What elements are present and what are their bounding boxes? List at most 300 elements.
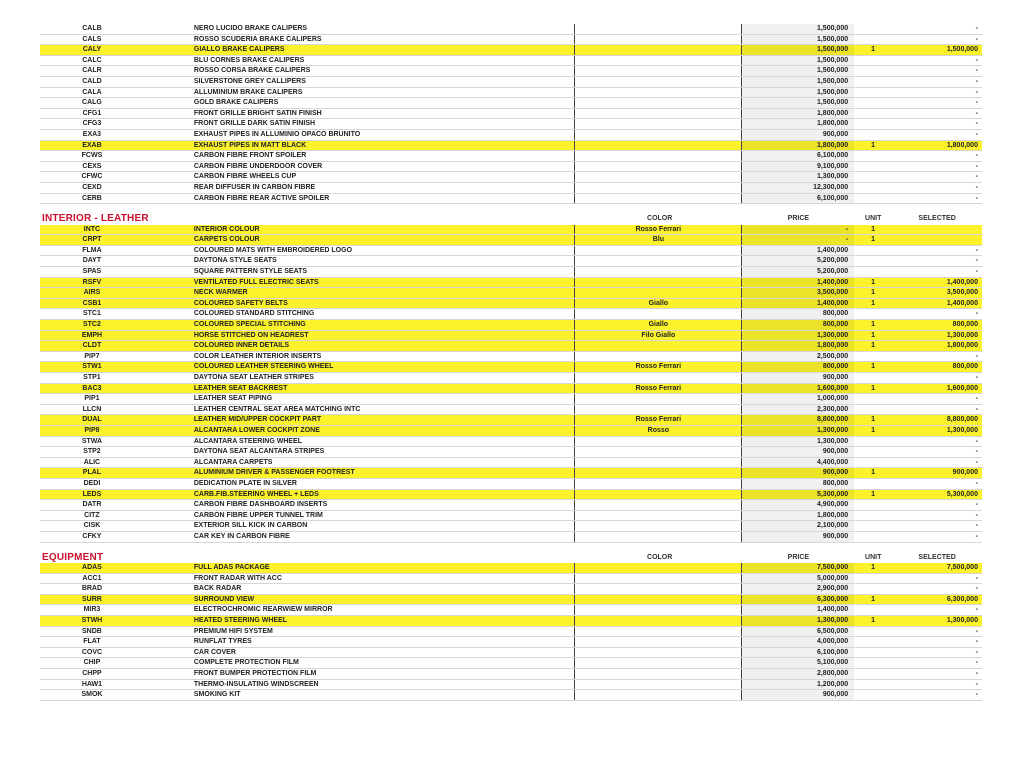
option-selected-total: 1,500,000 (946, 46, 978, 54)
header-selected: SELECTED (918, 215, 956, 223)
option-selected-total: - (975, 352, 978, 360)
table-row (40, 98, 982, 109)
option-unit (854, 584, 892, 594)
option-selected-total: - (975, 257, 978, 265)
option-color: Blu (575, 235, 742, 245)
option-color (575, 648, 742, 658)
table-row (40, 299, 982, 310)
option-code: CFG3 (82, 120, 102, 128)
option-price: 1,500,000 (742, 56, 854, 66)
option-code: PIP1 (84, 395, 100, 403)
option-unit (854, 194, 892, 204)
option-selected-total: 8,800,000 (946, 416, 978, 424)
option-description: ALCANTARA CARPETS (144, 458, 576, 468)
option-code: DATR (82, 501, 102, 509)
option-unit (854, 521, 892, 531)
option-unit: 1 (871, 384, 876, 392)
option-code: SPAS (82, 268, 102, 276)
option-color (575, 256, 742, 266)
option-code: FCWS (81, 152, 103, 160)
option-description: FULL ADAS PACKAGE (144, 563, 576, 573)
option-description: ELECTROCHROMIC REARWIEW MIRROR (144, 605, 576, 615)
table-row (40, 119, 982, 130)
option-price: 2,300,000 (742, 405, 854, 415)
option-price: 1,300,000 (742, 426, 854, 436)
option-unit: 1 (871, 595, 876, 603)
option-color (575, 563, 742, 573)
option-unit: 1 (871, 289, 876, 297)
header-price: PRICE (787, 215, 810, 223)
option-color (575, 521, 742, 531)
option-color (575, 479, 742, 489)
option-selected-total: - (975, 268, 978, 276)
option-color: Rosso Ferrari (575, 415, 742, 425)
option-code: CISK (83, 522, 101, 530)
option-selected-total: - (975, 522, 978, 530)
option-description: VENTILATED FULL ELECTRIC SEATS (144, 278, 576, 288)
option-description: ROSSO SCUDERIA BRAKE CALIPERS (144, 35, 576, 45)
option-description: SQUARE PATTERN STYLE SEATS (144, 267, 576, 277)
table-row (40, 267, 982, 278)
option-color: Giallo (575, 320, 742, 330)
option-description: SMOKING KIT (144, 690, 576, 700)
option-unit: 1 (871, 416, 876, 424)
option-price: 4,900,000 (742, 500, 854, 510)
option-description: THERMO-INSULATING WINDSCREEN (144, 680, 576, 690)
option-code: PIP7 (84, 352, 100, 360)
option-price: 1,300,000 (742, 437, 854, 447)
option-code: STP1 (83, 374, 101, 381)
option-selected-total: - (975, 25, 978, 32)
table-row (40, 309, 982, 320)
option-price: 2,500,000 (742, 352, 854, 362)
option-selected-total: - (975, 670, 978, 678)
option-color (575, 98, 742, 108)
table-row (40, 584, 982, 595)
table-row (40, 183, 982, 194)
option-description: LEATHER CENTRAL SEAT AREA MATCHING INTC (144, 405, 576, 415)
table-row (40, 447, 982, 458)
table-row (40, 225, 982, 236)
option-description: DAYTONA STYLE SEATS (144, 256, 576, 266)
option-color (575, 574, 742, 584)
option-unit (854, 162, 892, 172)
option-unit: 1 (871, 225, 876, 233)
header-unit: UNIT (865, 553, 882, 561)
option-unit (854, 669, 892, 679)
option-unit (854, 256, 892, 266)
option-description: GOLD BRAKE CALIPERS (144, 98, 576, 108)
option-color (575, 447, 742, 457)
table-row (40, 605, 982, 616)
option-selected-total: - (975, 659, 978, 667)
option-selected-total: - (975, 77, 978, 85)
option-code: STC1 (82, 310, 101, 318)
option-selected-total: - (975, 183, 978, 191)
section-header (40, 214, 982, 225)
option-price: 6,100,000 (742, 151, 854, 161)
table-row (40, 341, 982, 352)
option-selected-total: - (975, 606, 978, 614)
option-code: CALS (82, 35, 102, 43)
option-description: PREMIUM HIFI SYSTEM (144, 627, 576, 637)
table-row (40, 278, 982, 289)
table-row (40, 468, 982, 479)
option-price: 1,800,000 (742, 341, 854, 351)
option-description: LEATHER SEAT BACKREST (144, 384, 576, 394)
option-price: 800,000 (742, 320, 854, 330)
option-code: LLCN (82, 405, 102, 413)
option-unit (854, 532, 892, 542)
option-selected-total: - (975, 395, 978, 403)
option-code: STC2 (82, 321, 101, 329)
option-code: CFKY (82, 532, 102, 540)
option-description: CAR KEY IN CARBON FIBRE (144, 532, 576, 542)
option-price: 1,500,000 (742, 77, 854, 87)
option-selected-total: 800,000 (952, 321, 978, 329)
option-selected-total: - (975, 511, 978, 519)
option-unit: 1 (871, 363, 876, 371)
option-description: FRONT GRILLE BRIGHT SATIN FINISH (144, 109, 576, 119)
option-description: CARBON FIBRE DASHBOARD INSERTS (144, 500, 576, 510)
option-selected-total: - (975, 532, 978, 540)
option-price: 1,800,000 (742, 511, 854, 521)
option-selected-total: - (975, 67, 978, 75)
option-unit (854, 500, 892, 510)
option-price: 4,400,000 (742, 458, 854, 468)
option-selected-total: 5,300,000 (946, 490, 978, 498)
option-description: SURROUND VIEW (144, 595, 576, 605)
option-color (575, 405, 742, 415)
option-price: 6,300,000 (742, 595, 854, 605)
option-selected-total: 1,800,000 (946, 342, 978, 350)
option-unit (854, 66, 892, 76)
option-price: 1,400,000 (742, 246, 854, 256)
option-price: 1,500,000 (742, 98, 854, 108)
option-selected-total: - (975, 479, 978, 487)
table-row (40, 437, 982, 448)
table-row (40, 479, 982, 490)
option-code: CSB1 (82, 299, 102, 307)
option-selected-total: - (975, 648, 978, 656)
option-code: SMOK (81, 691, 103, 699)
option-description: BLU CORNES BRAKE CALIPERS (144, 56, 576, 66)
option-color: Rosso Ferrari (575, 225, 742, 235)
option-unit: 1 (871, 299, 876, 307)
option-selected-total: 1,300,000 (946, 426, 978, 434)
table-row (40, 415, 982, 426)
option-color (575, 77, 742, 87)
option-code: CFWC (81, 173, 103, 181)
option-price: 1,400,000 (742, 605, 854, 615)
option-code: MIR3 (83, 606, 101, 614)
option-price: 1,300,000 (742, 331, 854, 341)
option-color: Filo Giallo (575, 331, 742, 341)
option-color (575, 183, 742, 193)
option-code: STWH (81, 617, 103, 625)
option-selected-total: 800,000 (952, 363, 978, 371)
option-color (575, 584, 742, 594)
option-color (575, 511, 742, 521)
option-selected-total: - (975, 88, 978, 96)
option-description: ALCANTARA STEERING WHEEL (144, 437, 576, 447)
option-unit (854, 77, 892, 87)
option-color (575, 373, 742, 383)
option-code: FLMA (82, 246, 102, 254)
option-color (575, 66, 742, 76)
option-code: LEDS (82, 490, 102, 498)
options-section (40, 204, 982, 542)
option-color (575, 278, 742, 288)
option-color (575, 88, 742, 98)
option-selected-total: - (975, 627, 978, 635)
option-price: 1,500,000 (742, 45, 854, 55)
option-color (575, 437, 742, 447)
option-selected-total: - (975, 680, 978, 688)
table-row (40, 162, 982, 173)
table-row (40, 500, 982, 511)
option-selected-total: 3,500,000 (946, 289, 978, 297)
option-selected-total: 6,300,000 (946, 595, 978, 603)
option-price: 900,000 (742, 532, 854, 542)
option-price: 6,500,000 (742, 627, 854, 637)
option-color (575, 56, 742, 66)
option-selected-total: - (975, 152, 978, 160)
table-row (40, 616, 982, 627)
option-code: EXAB (82, 141, 102, 149)
table-row (40, 256, 982, 267)
option-code: STW1 (82, 363, 102, 371)
table-row (40, 373, 982, 384)
option-color: Rosso Ferrari (575, 384, 742, 394)
option-unit (854, 680, 892, 690)
header-color: COLOR (647, 215, 673, 223)
option-selected-total: 1,300,000 (946, 331, 978, 339)
option-price: 1,500,000 (742, 88, 854, 98)
option-description: ALCANTARA LOWER COCKPIT ZONE (144, 426, 576, 436)
option-price: 9,100,000 (742, 162, 854, 172)
section-header (40, 553, 982, 564)
table-row (40, 362, 982, 373)
option-price: 900,000 (742, 373, 854, 383)
option-description: DEDICATION PLATE IN SILVER (144, 479, 576, 489)
option-description: COLOURED MATS WITH EMBROIDERED LOGO (144, 246, 576, 256)
table-row (40, 648, 982, 659)
option-color: Giallo (575, 299, 742, 309)
section-title: INTERIOR - LEATHER (42, 213, 149, 225)
table-row (40, 352, 982, 363)
table-row (40, 235, 982, 246)
option-price: 1,800,000 (742, 141, 854, 151)
table-row (40, 141, 982, 152)
option-price: 1,600,000 (742, 384, 854, 394)
option-code: SNDB (82, 627, 102, 635)
option-code: DUAL (82, 416, 102, 424)
option-unit (854, 690, 892, 700)
option-color (575, 288, 742, 298)
option-code: CALC (82, 56, 102, 64)
option-unit (854, 658, 892, 668)
option-unit (854, 88, 892, 98)
table-row (40, 130, 982, 141)
option-code: EMPH (81, 331, 103, 339)
option-selected-total: 900,000 (952, 469, 978, 477)
option-code: CALY (82, 46, 102, 54)
option-price: 1,400,000 (742, 278, 854, 288)
option-description: COLOURED SAFETY BELTS (144, 299, 576, 309)
option-description: DAYTONA SEAT LEATHER STRIPES (144, 373, 576, 383)
option-price: 900,000 (742, 690, 854, 700)
option-selected-total: - (975, 99, 978, 107)
option-description: NERO LUCIDO BRAKE CALIPERS (144, 24, 576, 34)
option-code: CHIP (83, 659, 101, 667)
option-code: STWA (81, 437, 103, 445)
option-color: Rosso (575, 426, 742, 436)
option-selected-total: 1,400,000 (946, 278, 978, 286)
option-selected-total: - (975, 374, 978, 381)
option-description: NECK WARMER (144, 288, 576, 298)
option-selected-total: - (975, 574, 978, 582)
option-code: DEDI (83, 479, 101, 487)
option-unit: 1 (871, 321, 876, 329)
option-code: ADAS (82, 564, 102, 572)
option-color (575, 172, 742, 182)
option-price: 6,100,000 (742, 648, 854, 658)
option-description: CARBON FIBRE FRONT SPOILER (144, 151, 576, 161)
option-selected-total: - (975, 162, 978, 170)
option-color (575, 658, 742, 668)
option-unit: 1 (871, 564, 876, 572)
option-price: 800,000 (742, 309, 854, 319)
option-selected-total: - (975, 194, 978, 202)
option-unit: 1 (871, 236, 876, 244)
option-color (575, 352, 742, 362)
option-price: 900,000 (742, 447, 854, 457)
option-selected-total (892, 235, 982, 245)
table-row (40, 246, 982, 257)
option-price: 5,300,000 (742, 490, 854, 500)
option-color (575, 119, 742, 129)
option-color (575, 500, 742, 510)
option-color (575, 267, 742, 277)
option-price: 900,000 (742, 130, 854, 140)
option-unit (854, 151, 892, 161)
table-row (40, 490, 982, 501)
option-code: CALR (82, 67, 102, 75)
option-selected-total: - (975, 405, 978, 413)
option-price: 800,000 (742, 479, 854, 489)
option-unit: 1 (871, 426, 876, 434)
option-unit (854, 35, 892, 45)
table-row (40, 88, 982, 99)
option-selected-total: - (975, 109, 978, 117)
option-description: LEATHER MID/UPPER COCKPIT PART (144, 415, 576, 425)
table-row (40, 511, 982, 522)
option-description: SILVERSTONE GREY CALLIPERS (144, 77, 576, 87)
section-spacer (40, 204, 982, 214)
table-row (40, 109, 982, 120)
option-unit (854, 246, 892, 256)
option-selected-total: - (975, 310, 978, 318)
table-row (40, 521, 982, 532)
option-code: CRPT (82, 236, 102, 244)
header-selected: SELECTED (918, 553, 956, 561)
table-row (40, 574, 982, 585)
option-unit (854, 24, 892, 34)
option-selected-total: - (975, 437, 978, 445)
option-color (575, 309, 742, 319)
option-selected-total: - (975, 120, 978, 128)
option-price: 1,800,000 (742, 109, 854, 119)
option-unit (854, 119, 892, 129)
option-price: - (742, 235, 854, 245)
option-selected-total: - (975, 585, 978, 593)
option-description: EXHAUST PIPES IN MATT BLACK (144, 141, 576, 151)
table-row (40, 426, 982, 437)
option-description: HORSE STITCHED ON HEADREST (144, 331, 576, 341)
option-selected-total: 7,500,000 (946, 564, 978, 572)
option-code: CLDT (82, 342, 102, 350)
options-section (40, 24, 982, 204)
table-row (40, 35, 982, 46)
table-row (40, 669, 982, 680)
option-color (575, 680, 742, 690)
section-spacer (40, 543, 982, 553)
option-color (575, 605, 742, 615)
option-color: Rosso Ferrari (575, 362, 742, 372)
option-description: EXTERIOR SILL KICK IN CARBON (144, 521, 576, 531)
option-description: LEATHER SEAT PIPING (144, 394, 576, 404)
option-code: AIRS (83, 289, 101, 297)
option-price: 900,000 (742, 468, 854, 478)
table-row (40, 563, 982, 574)
option-color (575, 616, 742, 626)
option-description: COLOR LEATHER INTERIOR INSERTS (144, 352, 576, 362)
table-row (40, 637, 982, 648)
option-code: CALD (82, 77, 102, 85)
option-price: 1,500,000 (742, 66, 854, 76)
option-price: 6,100,000 (742, 194, 854, 204)
option-description: COLOURED LEATHER STEERING WHEEL (144, 362, 576, 372)
option-code: CEXS (82, 162, 102, 170)
option-unit (854, 405, 892, 415)
option-code: RSFV (82, 278, 102, 286)
table-row (40, 595, 982, 606)
option-code: SURR (82, 595, 102, 603)
option-price: 4,000,000 (742, 637, 854, 647)
option-color (575, 690, 742, 700)
option-selected-total: - (975, 638, 978, 646)
option-price: 1,000,000 (742, 394, 854, 404)
option-color (575, 532, 742, 542)
option-selected-total: - (975, 35, 978, 43)
option-color (575, 627, 742, 637)
option-code: CFG1 (82, 109, 102, 117)
option-unit (854, 511, 892, 521)
table-row (40, 77, 982, 88)
table-row (40, 394, 982, 405)
option-price: 2,100,000 (742, 521, 854, 531)
option-selected-total (892, 225, 982, 235)
option-price: 2,800,000 (742, 669, 854, 679)
table-row (40, 331, 982, 342)
option-unit (854, 458, 892, 468)
option-unit (854, 373, 892, 383)
option-price: 7,500,000 (742, 563, 854, 573)
option-description: CARBON FIBRE WHEELS CUP (144, 172, 576, 182)
option-description: FRONT BUMPER PROTECTION FILM (144, 669, 576, 679)
option-unit (854, 267, 892, 277)
